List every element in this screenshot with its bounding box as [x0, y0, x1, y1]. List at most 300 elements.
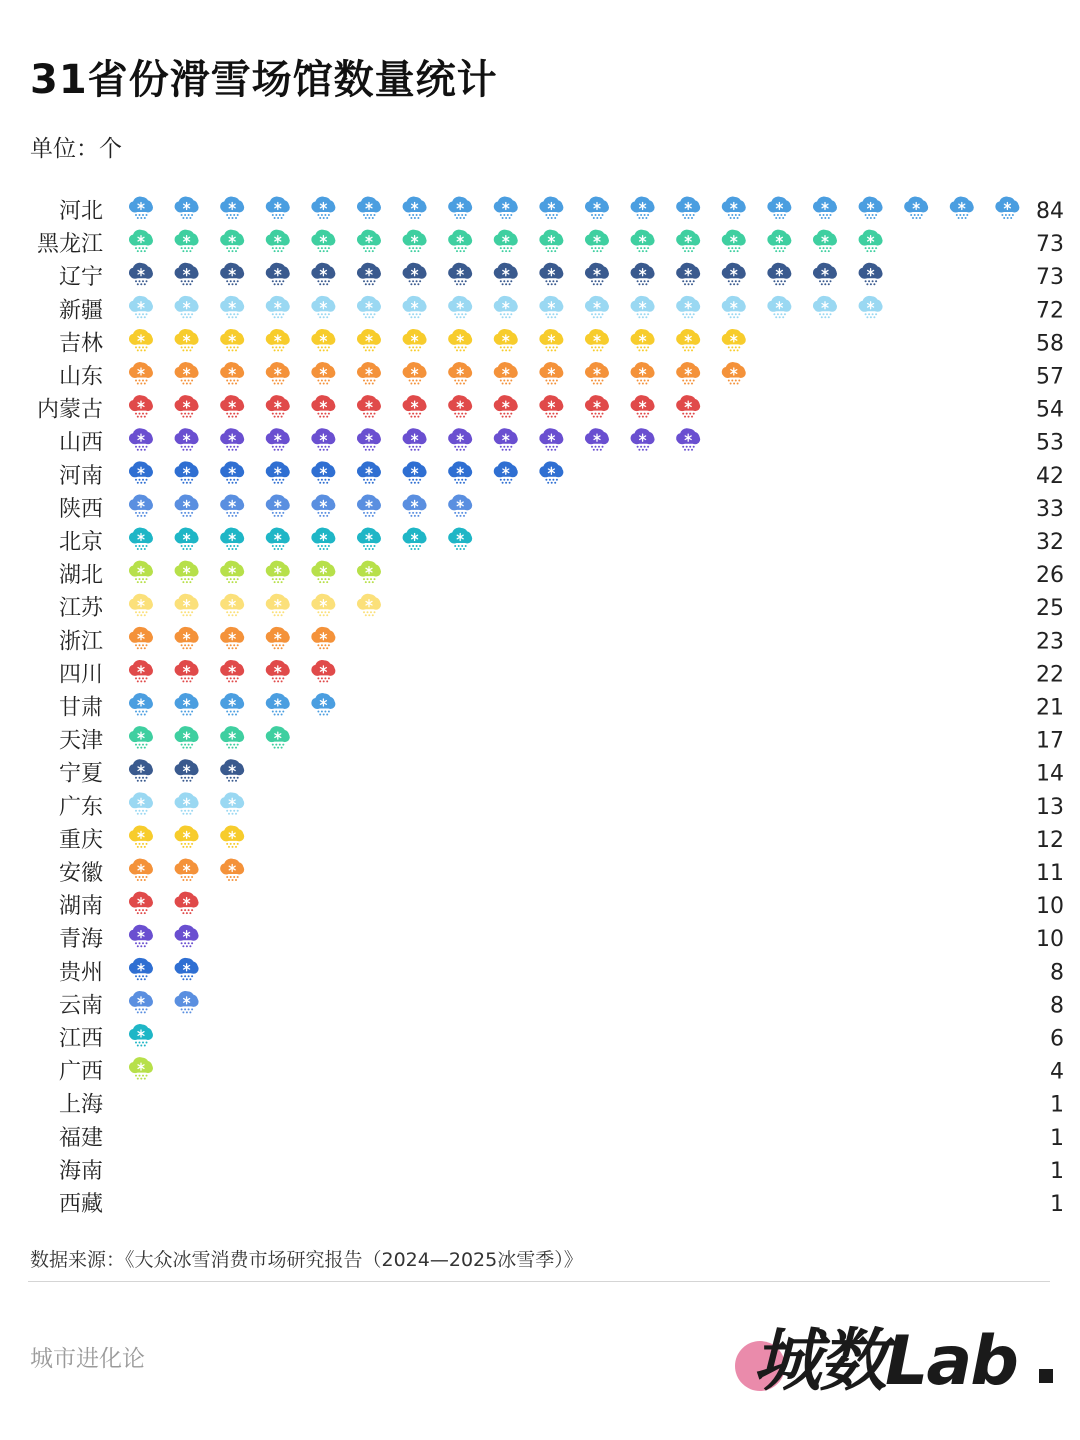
snow-cloud-icon [813, 197, 837, 219]
category-label: 海南 [58, 1158, 103, 1184]
value-label: 8 [1050, 960, 1064, 986]
snow-cloud-icon [767, 230, 791, 252]
snow-cloud-icon [631, 395, 655, 417]
snow-cloud-icon [494, 395, 518, 417]
snow-cloud-icon [220, 528, 244, 550]
snow-cloud-icon [767, 296, 791, 318]
snow-cloud-icon [676, 362, 700, 384]
chart-row [59, 792, 1064, 819]
value-label: 73 [1036, 232, 1064, 258]
snow-cloud-icon [129, 428, 153, 450]
snow-cloud-icon [311, 594, 335, 616]
snow-cloud-icon [676, 395, 700, 417]
category-label: 湖北 [58, 563, 103, 589]
snow-cloud-icon [311, 230, 335, 252]
category-label: 新疆 [58, 298, 103, 324]
snow-cloud-icon [722, 362, 746, 384]
chart-row [59, 759, 1064, 786]
snow-cloud-icon [129, 627, 153, 649]
chart-row [59, 1093, 1064, 1118]
snow-cloud-icon [539, 197, 563, 219]
snow-cloud-icon [403, 395, 427, 417]
snow-cloud-icon [311, 660, 335, 682]
value-label: 1 [1050, 1192, 1064, 1217]
snow-cloud-icon [403, 263, 427, 285]
value-label: 25 [1036, 596, 1064, 622]
snow-cloud-icon [175, 561, 199, 583]
snow-cloud-icon [175, 991, 199, 1013]
snow-cloud-icon [813, 230, 837, 252]
snow-cloud-icon [539, 428, 563, 450]
snow-cloud-icon [129, 230, 153, 252]
snow-cloud-icon [220, 792, 244, 814]
category-label: 江苏 [58, 596, 103, 622]
logo-period-icon [1039, 1369, 1053, 1383]
chart-row [59, 428, 1064, 455]
snow-cloud-icon [311, 197, 335, 219]
snow-cloud-icon [220, 263, 244, 285]
category-label: 辽宁 [58, 265, 103, 291]
snow-cloud-icon [357, 395, 381, 417]
category-label: 江西 [58, 1026, 103, 1052]
snow-cloud-icon [311, 627, 335, 649]
snow-cloud-icon [129, 1024, 153, 1046]
snow-cloud-icon [266, 561, 290, 583]
snow-cloud-icon [357, 197, 381, 219]
snow-cloud-icon [767, 263, 791, 285]
snow-cloud-icon [494, 362, 518, 384]
snow-cloud-icon [175, 197, 199, 219]
category-label: 宁夏 [58, 761, 103, 787]
chart-row [59, 561, 1064, 588]
snow-cloud-icon [631, 296, 655, 318]
snow-cloud-icon [722, 230, 746, 252]
snow-cloud-icon [311, 461, 335, 483]
value-label: 26 [1036, 563, 1064, 589]
snow-cloud-icon [722, 263, 746, 285]
snow-cloud-icon [220, 197, 244, 219]
snow-cloud-icon [266, 594, 290, 616]
snow-cloud-icon [311, 528, 335, 550]
snow-cloud-icon [266, 461, 290, 483]
chart-row [59, 693, 1064, 720]
snow-cloud-icon [220, 428, 244, 450]
snow-cloud-icon [175, 461, 199, 483]
category-label: 浙江 [58, 629, 103, 655]
snow-cloud-icon [220, 561, 244, 583]
snow-cloud-icon [403, 461, 427, 483]
snow-cloud-icon [539, 263, 563, 285]
category-label: 上海 [58, 1092, 103, 1118]
snow-cloud-icon [266, 494, 290, 516]
snow-cloud-icon [403, 329, 427, 351]
snow-cloud-icon [311, 329, 335, 351]
snow-cloud-icon [585, 197, 609, 219]
value-label: 73 [1036, 265, 1064, 291]
snow-cloud-icon [813, 263, 837, 285]
chart-row [59, 1192, 1064, 1217]
pictograph-chart [0, 190, 1080, 1230]
snow-cloud-icon [129, 925, 153, 947]
snow-cloud-icon [266, 528, 290, 550]
snow-cloud-icon [904, 197, 928, 219]
snow-cloud-icon [175, 792, 199, 814]
snow-cloud-icon [175, 494, 199, 516]
value-label: 13 [1036, 794, 1064, 820]
category-label: 内蒙古 [36, 397, 103, 423]
chart-row [37, 395, 1064, 422]
snow-cloud-icon [403, 428, 427, 450]
snow-cloud-icon [494, 296, 518, 318]
value-label: 10 [1036, 894, 1064, 920]
snow-cloud-icon [129, 825, 153, 847]
chart-title: 31省份滑雪场馆数量统计 [30, 57, 498, 103]
value-label: 11 [1036, 861, 1064, 886]
snow-cloud-icon [266, 197, 290, 219]
value-label: 21 [1036, 695, 1064, 721]
snow-cloud-icon [129, 296, 153, 318]
snow-cloud-icon [448, 263, 472, 285]
snow-cloud-icon [266, 660, 290, 682]
snow-cloud-icon [403, 362, 427, 384]
chart-row [59, 859, 1064, 886]
value-label: 32 [1036, 530, 1064, 555]
snow-cloud-icon [631, 263, 655, 285]
snow-cloud-icon [129, 461, 153, 483]
snow-cloud-icon [676, 263, 700, 285]
category-label: 北京 [58, 530, 103, 555]
snow-cloud-icon [767, 197, 791, 219]
snow-cloud-icon [448, 329, 472, 351]
snow-cloud-icon [129, 759, 153, 781]
snow-cloud-icon [950, 197, 974, 219]
snow-cloud-icon [129, 561, 153, 583]
snow-cloud-icon [676, 197, 700, 219]
snow-cloud-icon [266, 263, 290, 285]
snow-cloud-icon [266, 428, 290, 450]
chart-row [59, 726, 1064, 753]
snow-cloud-icon [266, 627, 290, 649]
snow-cloud-icon [129, 528, 153, 550]
value-label: 4 [1050, 1059, 1064, 1085]
chart-row [37, 230, 1064, 257]
snow-cloud-icon [357, 494, 381, 516]
snow-cloud-icon [311, 693, 335, 715]
snow-cloud-icon [175, 230, 199, 252]
snow-cloud-icon [175, 825, 199, 847]
chart-row [59, 892, 1064, 919]
value-label: 72 [1036, 298, 1064, 324]
snow-cloud-icon [357, 594, 381, 616]
snow-cloud-icon [722, 296, 746, 318]
value-label: 1 [1050, 1092, 1064, 1118]
snow-cloud-icon [631, 362, 655, 384]
snow-cloud-icon [266, 296, 290, 318]
snow-cloud-icon [220, 627, 244, 649]
snow-cloud-icon [129, 362, 153, 384]
snow-cloud-icon [220, 230, 244, 252]
chart-row [59, 494, 1064, 521]
snow-cloud-icon [266, 230, 290, 252]
snow-cloud-icon [175, 362, 199, 384]
value-label: 1 [1050, 1158, 1064, 1184]
snow-cloud-icon [631, 428, 655, 450]
chart-row [59, 528, 1064, 555]
category-label: 河北 [58, 199, 103, 224]
category-label: 安徽 [58, 861, 103, 886]
snow-cloud-icon [175, 528, 199, 550]
snow-cloud-icon [448, 395, 472, 417]
snow-cloud-icon [220, 296, 244, 318]
snow-cloud-icon [585, 362, 609, 384]
brand-logo [735, 1303, 1055, 1399]
snow-cloud-icon [494, 329, 518, 351]
chart-row [59, 1024, 1064, 1051]
snow-cloud-icon [859, 263, 883, 285]
snow-cloud-icon [585, 395, 609, 417]
category-label: 四川 [58, 662, 103, 688]
snow-cloud-icon [311, 494, 335, 516]
chart-row [59, 296, 1064, 323]
snow-cloud-icon [175, 627, 199, 649]
chart-row [59, 958, 1064, 985]
snow-cloud-icon [585, 230, 609, 252]
category-label: 黑龙江 [36, 232, 103, 258]
snow-cloud-icon [311, 296, 335, 318]
snow-cloud-icon [129, 726, 153, 748]
snow-cloud-icon [585, 263, 609, 285]
snow-cloud-icon [539, 296, 563, 318]
chart-row [59, 825, 1064, 852]
snow-cloud-icon [494, 230, 518, 252]
brand-name: 城市进化论 [30, 1346, 145, 1372]
category-label: 河南 [58, 463, 103, 489]
snow-cloud-icon [129, 792, 153, 814]
snow-cloud-icon [220, 660, 244, 682]
snow-cloud-icon [220, 494, 244, 516]
snow-cloud-icon [676, 329, 700, 351]
snow-cloud-icon [220, 759, 244, 781]
category-label: 云南 [58, 993, 103, 1019]
snow-cloud-icon [175, 329, 199, 351]
chart-row [59, 660, 1064, 687]
category-label: 广西 [58, 1059, 103, 1085]
value-label: 14 [1036, 761, 1064, 787]
category-label: 湖南 [58, 894, 103, 920]
snow-cloud-icon [403, 494, 427, 516]
chart-row [59, 263, 1064, 290]
snow-cloud-icon [129, 892, 153, 914]
category-label: 甘肃 [58, 695, 103, 721]
snow-cloud-icon [175, 296, 199, 318]
snow-cloud-icon [175, 726, 199, 748]
category-label: 重庆 [58, 827, 103, 853]
snow-cloud-icon [220, 395, 244, 417]
snow-cloud-icon [539, 329, 563, 351]
snow-cloud-icon [175, 693, 199, 715]
snow-cloud-icon [220, 329, 244, 351]
value-label: 57 [1036, 364, 1064, 390]
value-label: 17 [1036, 728, 1064, 754]
snow-cloud-icon [311, 263, 335, 285]
snow-cloud-icon [357, 329, 381, 351]
snow-cloud-icon [129, 494, 153, 516]
snow-cloud-icon [311, 362, 335, 384]
snow-cloud-icon [448, 296, 472, 318]
snow-cloud-icon [266, 693, 290, 715]
value-label: 22 [1036, 662, 1064, 688]
snow-cloud-icon [448, 428, 472, 450]
category-label: 吉林 [58, 331, 103, 357]
snow-cloud-icon [995, 197, 1019, 219]
snow-cloud-icon [585, 428, 609, 450]
category-label: 贵州 [58, 960, 103, 986]
snow-cloud-icon [129, 1057, 153, 1079]
snow-cloud-icon [585, 329, 609, 351]
snow-cloud-icon [129, 197, 153, 219]
value-label: 54 [1036, 397, 1064, 423]
snow-cloud-icon [448, 362, 472, 384]
snow-cloud-icon [357, 561, 381, 583]
value-label: 10 [1036, 927, 1064, 953]
snow-cloud-icon [722, 197, 746, 219]
category-label: 山东 [58, 364, 103, 390]
snow-cloud-icon [403, 197, 427, 219]
snow-cloud-icon [676, 296, 700, 318]
snow-cloud-icon [357, 362, 381, 384]
snow-cloud-icon [129, 693, 153, 715]
value-label: 8 [1050, 993, 1064, 1019]
snow-cloud-icon [220, 859, 244, 881]
snow-cloud-icon [129, 859, 153, 881]
snow-cloud-icon [129, 395, 153, 417]
snow-cloud-icon [220, 362, 244, 384]
snow-cloud-icon [403, 296, 427, 318]
category-label: 西藏 [58, 1192, 103, 1217]
snow-cloud-icon [494, 197, 518, 219]
snow-cloud-icon [175, 892, 199, 914]
snow-cloud-icon [357, 296, 381, 318]
snow-cloud-icon [220, 693, 244, 715]
snow-cloud-icon [220, 461, 244, 483]
snow-cloud-icon [175, 428, 199, 450]
data-source: 数据来源：《大众冰雪消费市场研究报告（2024—2025冰雪季）》 [30, 1249, 583, 1271]
chart-row [59, 991, 1064, 1018]
category-label: 福建 [58, 1125, 103, 1151]
chart-row [59, 925, 1064, 952]
snow-cloud-icon [448, 197, 472, 219]
snow-cloud-icon [311, 561, 335, 583]
snow-cloud-icon [266, 362, 290, 384]
category-label: 天津 [58, 728, 103, 754]
snow-cloud-icon [175, 759, 199, 781]
snow-cloud-icon [631, 230, 655, 252]
snow-cloud-icon [813, 296, 837, 318]
category-label: 陕西 [58, 496, 103, 522]
snow-cloud-icon [585, 296, 609, 318]
chart-row [59, 461, 1064, 488]
category-label: 青海 [58, 927, 103, 953]
value-label: 12 [1036, 827, 1064, 853]
snow-cloud-icon [448, 461, 472, 483]
snow-cloud-icon [448, 230, 472, 252]
chart-row [59, 1126, 1064, 1151]
snow-cloud-icon [129, 263, 153, 285]
snow-cloud-icon [722, 329, 746, 351]
value-label: 33 [1036, 496, 1064, 522]
chart-row [59, 1057, 1064, 1084]
value-label: 84 [1036, 199, 1064, 224]
snow-cloud-icon [129, 660, 153, 682]
snow-cloud-icon [311, 428, 335, 450]
snow-cloud-icon [859, 197, 883, 219]
snow-cloud-icon [175, 925, 199, 947]
snow-cloud-icon [676, 230, 700, 252]
chart-row [59, 1159, 1064, 1184]
snow-cloud-icon [175, 660, 199, 682]
category-label: 广东 [58, 794, 103, 820]
footer-divider [28, 1281, 1050, 1282]
logo-text: 城数Lab [753, 1322, 1017, 1401]
snow-cloud-icon [129, 594, 153, 616]
snow-cloud-icon [539, 362, 563, 384]
snow-cloud-icon [220, 594, 244, 616]
snow-cloud-icon [266, 726, 290, 748]
chart-row [59, 362, 1064, 389]
snow-cloud-icon [129, 991, 153, 1013]
snow-cloud-icon [220, 726, 244, 748]
snow-cloud-icon [175, 859, 199, 881]
snow-cloud-icon [266, 395, 290, 417]
chart-row [59, 329, 1064, 356]
snow-cloud-icon [357, 528, 381, 550]
snow-cloud-icon [175, 263, 199, 285]
snow-cloud-icon [266, 329, 290, 351]
snow-cloud-icon [448, 494, 472, 516]
snow-cloud-icon [676, 428, 700, 450]
snow-cloud-icon [539, 461, 563, 483]
snow-cloud-icon [403, 230, 427, 252]
snow-cloud-icon [494, 461, 518, 483]
snow-cloud-icon [448, 528, 472, 550]
chart-row [59, 594, 1064, 621]
snow-cloud-icon [403, 528, 427, 550]
snow-cloud-icon [129, 329, 153, 351]
unit-label: 单位：个 [30, 136, 122, 162]
snow-cloud-icon [357, 263, 381, 285]
snow-cloud-icon [539, 395, 563, 417]
snow-cloud-icon [175, 395, 199, 417]
snow-cloud-icon [539, 230, 563, 252]
chart-row [59, 627, 1064, 654]
snow-cloud-icon [859, 296, 883, 318]
snow-cloud-icon [859, 230, 883, 252]
snow-cloud-icon [631, 197, 655, 219]
snow-cloud-icon [357, 230, 381, 252]
snow-cloud-icon [357, 428, 381, 450]
snow-cloud-icon [220, 825, 244, 847]
category-label: 山西 [58, 430, 103, 456]
value-label: 23 [1036, 629, 1064, 655]
value-label: 53 [1036, 430, 1064, 456]
value-label: 6 [1050, 1026, 1064, 1052]
value-label: 1 [1050, 1125, 1064, 1151]
snow-cloud-icon [357, 461, 381, 483]
value-label: 58 [1036, 331, 1064, 357]
value-label: 42 [1036, 463, 1064, 489]
snow-cloud-icon [311, 395, 335, 417]
snow-cloud-icon [494, 263, 518, 285]
